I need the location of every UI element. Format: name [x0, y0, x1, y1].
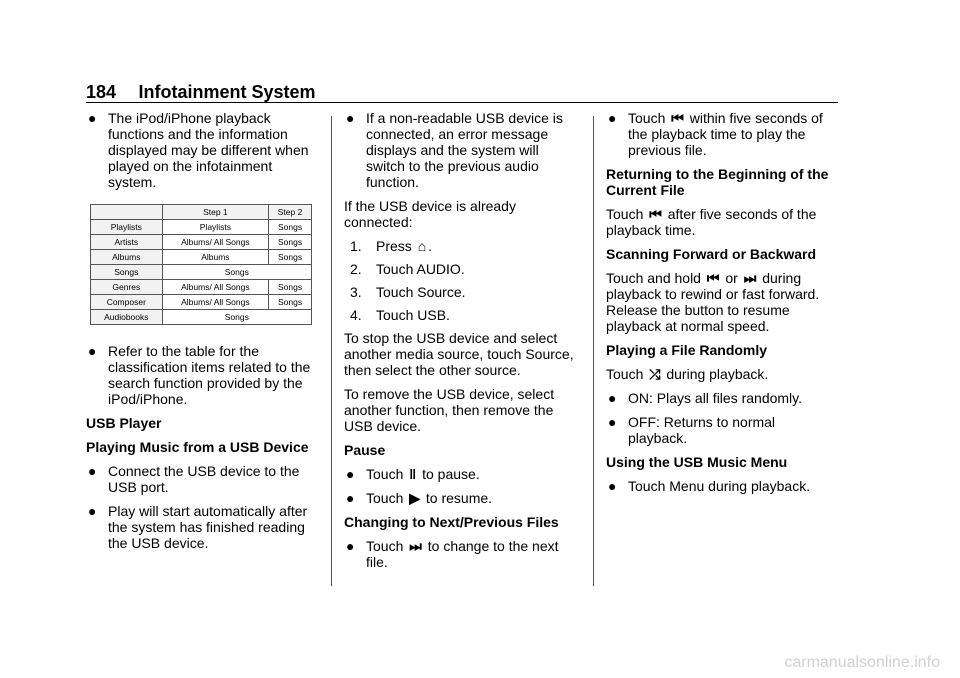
column-3 — [606, 110, 838, 502]
bullet-icon: ● — [88, 503, 97, 519]
table-cell: Albums — [91, 250, 163, 265]
table-cell: Songs — [269, 280, 312, 295]
previous-track-icon: ⏮ — [706, 270, 720, 286]
list-item: ● Touch ⏮ within five seconds of the playback time to play the previous file. — [608, 110, 823, 158]
pause-icon: ‖ — [409, 466, 417, 482]
bullet-icon: ● — [88, 343, 97, 359]
table-cell: Audiobooks — [91, 310, 163, 325]
bullet-icon: ● — [608, 414, 617, 430]
bullet-icon: ● — [346, 490, 355, 506]
bullet-icon: ● — [608, 390, 617, 406]
table-cell: Songs — [269, 220, 312, 235]
table-cell: Songs — [162, 265, 311, 280]
table-row — [91, 295, 312, 310]
paragraph: If the USB device is already connected: — [344, 198, 516, 230]
page-title: Infotainment System — [138, 82, 316, 102]
table-cell: Albums/ All Songs — [162, 295, 269, 310]
table-header-row — [91, 205, 312, 220]
subsection-heading: Returning to the Beginning of the Current File — [606, 166, 829, 198]
table-cell: Albums — [162, 250, 269, 265]
step-item: 3. Touch Source. — [350, 284, 466, 300]
bullet-icon: ● — [88, 463, 97, 479]
list-item: ● ON: Plays all files randomly. — [608, 390, 803, 406]
bullet-icon: ● — [346, 466, 355, 482]
paragraph: Touch ⤮ during playback. — [606, 366, 769, 382]
column-divider — [331, 116, 332, 586]
table-cell: Songs — [91, 265, 163, 280]
list-item: ● Refer to the table for the classification items related to the search function provided by the iPod/iPhone. — [88, 343, 311, 407]
table-row — [91, 265, 312, 280]
subsection-heading: Using the USB Music Menu — [606, 454, 788, 470]
list-item: ● Touch ‖ to pause. — [346, 466, 480, 482]
classification-table — [90, 204, 312, 325]
bullet-icon: ● — [346, 538, 355, 554]
list-item: ● Touch Menu during playback. — [608, 478, 811, 494]
list-item: ● If a non-readable USB device is connected, an error message displays and the system will switch to the previous audio function. — [346, 110, 563, 190]
table-cell: Playlists — [91, 220, 163, 235]
column-1 — [86, 110, 318, 559]
table-cell: Playlists — [162, 220, 269, 235]
table-row — [91, 310, 312, 325]
table-cell: Composer — [91, 295, 163, 310]
section-heading: USB Player — [86, 415, 162, 431]
subsection-heading: Scanning Forward or Backward — [606, 246, 817, 262]
table-header — [91, 205, 163, 220]
watermark: carmanualsonline.info — [784, 654, 940, 671]
next-track-icon: ⏭ — [743, 270, 757, 286]
subsection-heading: Playing a File Randomly — [606, 342, 768, 358]
column-2 — [344, 110, 580, 578]
step-item: 1. Press ⌂ . — [350, 238, 433, 254]
table-cell: Artists — [91, 235, 163, 250]
table-row — [91, 280, 312, 295]
next-track-icon: ⏭ — [409, 538, 422, 554]
table-cell: Songs — [162, 310, 311, 325]
table-header: Step 1 — [162, 205, 269, 220]
bullet-icon: ● — [608, 110, 617, 126]
page-header — [86, 82, 838, 103]
table-cell: Songs — [269, 250, 312, 265]
list-item: ● The iPod/iPhone playback functions and the information displayed may be different when played on the infotainment system. — [88, 110, 309, 190]
table-cell: Albums/ All Songs — [162, 235, 269, 250]
play-icon: ▶ — [409, 490, 421, 506]
step-item: 4. Touch USB. — [350, 307, 450, 323]
paragraph: To stop the USB device and select another media source, touch Source, then select the other source. — [344, 330, 574, 378]
column-divider — [593, 116, 594, 586]
table-cell: Songs — [269, 235, 312, 250]
page-number: 184 — [86, 82, 117, 102]
table-row — [91, 220, 312, 235]
subsection-heading: Playing Music from a USB Device — [86, 439, 309, 455]
subsection-heading: Pause — [344, 442, 386, 458]
previous-track-icon: ⏮ — [649, 206, 662, 222]
bullet-icon: ● — [346, 110, 355, 126]
list-item: ● Touch ⏭ to change to the next file. — [346, 538, 559, 570]
shuffle-icon: ⤮ — [649, 366, 661, 382]
subsection-heading: Changing to Next/Previous Files — [344, 514, 559, 530]
paragraph: Touch ⏮ after five seconds of the playback time. — [606, 206, 817, 238]
bullet-icon: ● — [608, 478, 617, 494]
table-cell: Genres — [91, 280, 163, 295]
bullet-icon: ● — [88, 110, 97, 126]
list-item: ● Play will start automatically after the system has finished reading the USB device. — [88, 503, 308, 551]
table-header: Step 2 — [269, 205, 312, 220]
step-item: 2. Touch AUDIO. — [350, 261, 465, 277]
paragraph: To remove the USB device, select another function, then remove the USB device. — [344, 386, 555, 434]
previous-track-icon: ⏮ — [671, 110, 684, 126]
list-item: ● Connect the USB device to the USB port. — [88, 463, 300, 495]
table-cell: Songs — [269, 295, 312, 310]
paragraph: Touch and hold ⏮ or ⏭ during playback to rewind or fast forward. Release the button to resume playback at normal speed. — [606, 270, 820, 334]
table-row — [91, 235, 312, 250]
table-row — [91, 250, 312, 265]
header-rule — [86, 102, 838, 103]
list-item: ● Touch ▶ to resume. — [346, 490, 493, 506]
home-icon: ⌂ — [417, 238, 427, 254]
list-item: ● OFF: Returns to normal playback. — [608, 414, 776, 446]
table-cell: Albums/ All Songs — [162, 280, 269, 295]
